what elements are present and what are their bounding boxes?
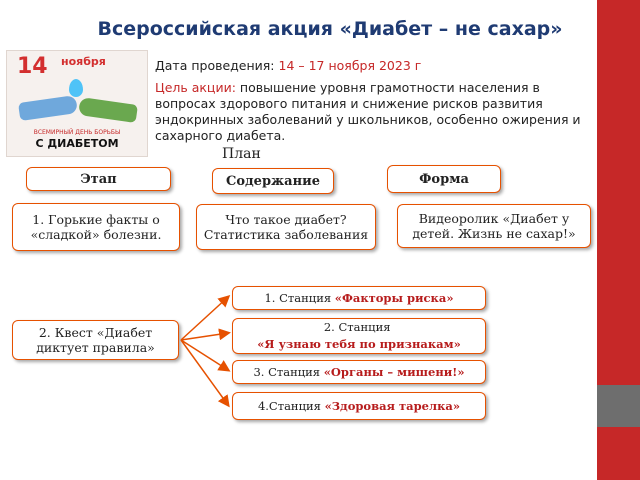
logo-caption-big: С ДИАБЕТОМ <box>35 137 119 150</box>
header-form: Форма <box>387 165 501 193</box>
arrow-to-station-3 <box>181 340 228 370</box>
station-1-name: «Факторы риска» <box>334 290 454 305</box>
station-4-name: «Здоровая тарелка» <box>324 398 461 413</box>
arrow-to-station-4 <box>181 340 228 405</box>
date-label: Дата проведения: <box>155 58 275 73</box>
logo-day: 14 <box>17 54 48 79</box>
logo-caption-small: ВСЕМИРНЫЙ ДЕНЬ БОРЬБЫ <box>33 129 121 136</box>
row1-stage: 1. Горькие факты о «сладкой» болезни. <box>12 203 180 251</box>
station-3-prefix: 3. Станция <box>253 364 321 379</box>
station-4-prefix: 4.Станция <box>257 398 321 413</box>
station-1-prefix: 1. Станция <box>264 290 332 305</box>
station-1 <box>232 286 486 310</box>
station-3 <box>232 360 486 384</box>
header-content: Содержание <box>212 168 334 194</box>
plan-label: План <box>222 146 261 162</box>
station-3-name: «Органы – мишени!» <box>323 364 465 379</box>
station-2 <box>232 318 486 354</box>
station-2-name: «Я узнаю тебя по признакам» <box>257 337 461 351</box>
header-stage: Этап <box>26 167 171 191</box>
station-4 <box>232 392 486 420</box>
row1-content: Что такое диабет? Статистика заболевания <box>196 204 376 250</box>
logo-month: ноября <box>61 55 106 68</box>
goal-text: повышение уровня грамотности населения в вопросах здорового питания и снижение рисков развития эндокринных заболеваний у школьников, особенно ожирения и сахарного диабета. <box>155 80 581 143</box>
station-2-prefix: 2. Станция <box>323 320 391 334</box>
page-title: Всероссийская акция «Диабет – не сахар» <box>97 18 563 40</box>
row1-form: Видеоролик «Диабет у детей. Жизнь не сахар!» <box>397 204 591 248</box>
date-value: 14 – 17 ноября 2023 г <box>278 58 422 73</box>
row2-stage: 2. Квест «Диабет диктует правила» <box>12 320 179 360</box>
goal-label: Цель акции: <box>155 80 236 95</box>
